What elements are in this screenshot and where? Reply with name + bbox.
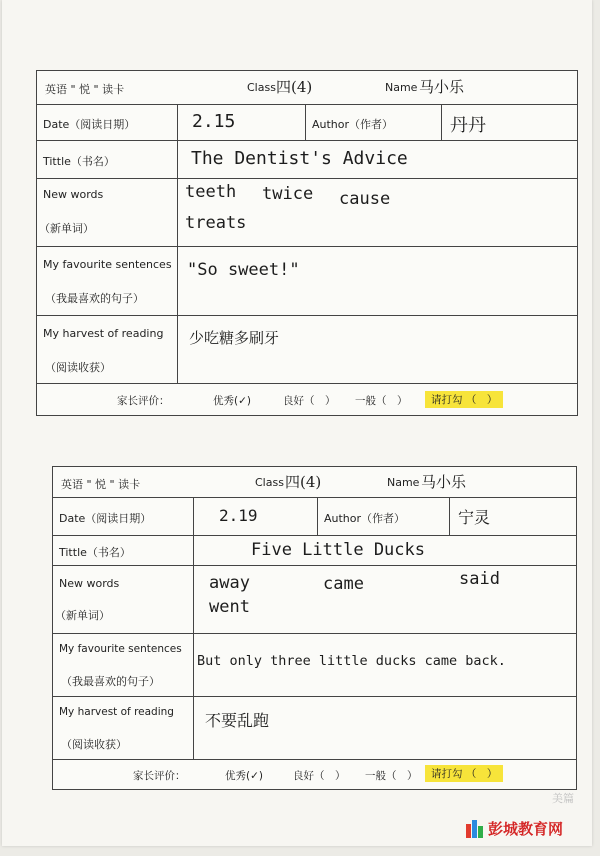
name-label: Name [387, 476, 420, 489]
parent-evaluation [53, 759, 576, 789]
favourite-row [37, 246, 577, 316]
book-title: Five Little Ducks [251, 540, 425, 560]
favourite-label: My favourite sentences [43, 258, 172, 271]
harvest-text: 少吃糖多刷牙 [189, 329, 280, 347]
name-label: Name [385, 81, 418, 94]
new-word: teeth [185, 182, 237, 202]
option-good: 良好（ ） [293, 770, 346, 782]
class-value: 四(4) [285, 473, 322, 491]
date-label-cell [53, 497, 194, 535]
title-label: Tittle（书名） [59, 546, 131, 559]
date-label-cell [37, 104, 178, 140]
new-word: went [209, 597, 250, 617]
favourite-label-cn: （我最喜欢的句子） [45, 292, 144, 305]
harvest-text: 不要乱跑 [205, 711, 270, 730]
new-word: away [209, 573, 250, 593]
author-cell [305, 104, 442, 140]
logo-books-icon [466, 820, 484, 838]
card-header [37, 71, 577, 105]
favourite-label: My favourite sentences [59, 643, 182, 655]
title-label-cell [37, 140, 178, 178]
evaluation-label: 家长评价： [133, 770, 186, 782]
author-value-cell [441, 104, 577, 140]
class-label: Class [255, 476, 284, 489]
harvest-row [53, 696, 576, 760]
tick-prompt: 请打勾 （ ） [425, 765, 503, 782]
new-words-row [53, 565, 576, 634]
author-value-cell [449, 497, 576, 535]
option-excellent: 优秀(✓) [213, 395, 251, 407]
logo-text: 彭城教育网 [488, 820, 564, 838]
book-title: The Dentist's Advice [191, 148, 408, 169]
title-row [37, 140, 577, 179]
new-words-label-cn: （新单词） [55, 609, 110, 622]
date-value: 2.15 [192, 111, 236, 132]
option-average: 一般（ ） [355, 395, 408, 407]
date-label: Date（阅读日期） [43, 118, 136, 131]
new-word: treats [185, 213, 247, 233]
harvest-label-cell [53, 696, 194, 759]
reading-card-2 [52, 466, 577, 790]
evaluation-label: 家长评价： [117, 395, 170, 407]
author-cell [317, 497, 450, 535]
harvest-label: My harvest of reading [43, 327, 164, 340]
new-words-label-cell [37, 178, 178, 246]
new-word: said [459, 569, 500, 589]
harvest-label-cn: （阅读收获） [45, 361, 111, 374]
harvest-row [37, 315, 577, 384]
name-value: 马小乐 [419, 78, 465, 96]
watermark: 美篇 [552, 792, 574, 805]
date-label: Date（阅读日期） [59, 512, 152, 525]
author-value: 丹丹 [450, 115, 486, 136]
paper-sheet [2, 0, 592, 846]
favourite-row [53, 633, 576, 697]
new-words-label-cn: （新单词） [39, 222, 94, 235]
harvest-label-cn: （阅读收获） [61, 738, 127, 751]
parent-evaluation [37, 383, 577, 415]
class-value: 四(4) [276, 78, 313, 96]
name-value: 马小乐 [421, 473, 467, 491]
class-label: Class [247, 81, 276, 94]
favourite-sentence: "So sweet!" [187, 260, 300, 280]
new-words-row [37, 178, 577, 247]
favourite-label-cn: （我最喜欢的句子） [61, 675, 160, 688]
harvest-label: My harvest of reading [59, 706, 174, 718]
card-title: 英语 " 悦 " 读卡 [45, 83, 125, 96]
author-value: 宁灵 [458, 508, 491, 527]
date-value: 2.19 [219, 506, 258, 525]
title-row [53, 535, 576, 566]
site-logo [466, 818, 582, 840]
author-label: Author（作者） [312, 118, 394, 131]
new-word: came [323, 574, 364, 594]
date-row [53, 497, 576, 536]
option-good: 良好（ ） [283, 395, 336, 407]
card-header [53, 467, 576, 498]
favourite-sentence: But only three little ducks came back. [197, 653, 506, 669]
new-words-label: New words [43, 188, 104, 201]
option-average: 一般（ ） [365, 770, 418, 782]
favourite-label-cell [37, 246, 178, 315]
new-words-label-cell [53, 565, 194, 633]
reading-card-1 [36, 70, 578, 416]
date-row [37, 104, 577, 141]
card-title: 英语 " 悦 " 读卡 [61, 478, 141, 491]
title-label-cell [53, 535, 194, 565]
author-label: Author（作者） [324, 512, 406, 525]
favourite-label-cell [53, 633, 194, 696]
new-word: twice [262, 184, 314, 204]
tick-prompt: 请打勾 （ ） [425, 391, 503, 408]
option-excellent: 优秀(✓) [225, 770, 263, 782]
harvest-label-cell [37, 315, 178, 383]
title-label: Tittle（书名） [43, 155, 115, 168]
new-words-label: New words [59, 577, 120, 590]
new-word: cause [339, 189, 391, 209]
